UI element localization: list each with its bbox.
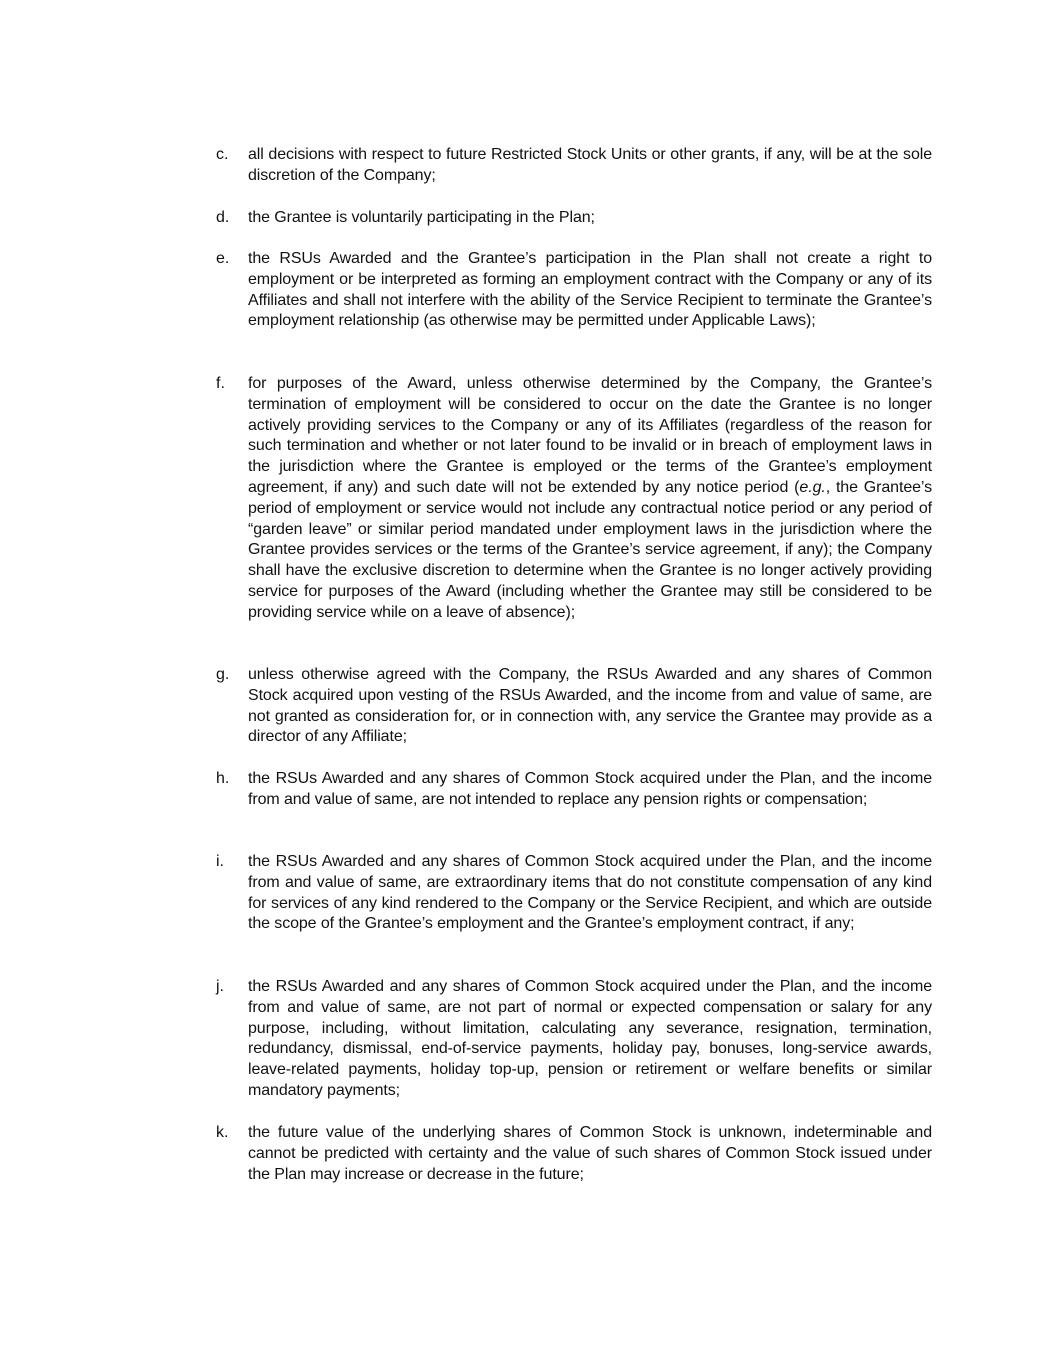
list-item-f [216, 374, 932, 624]
list-marker: h. [216, 770, 230, 787]
list-marker: f. [216, 375, 225, 392]
list-item-text: unless otherwise agreed with the Company, the RSUs Awarded and any shares of Common Stock acquired upon vesting of the RSUs Awarded, and the income from and value of same, are not granted as consideration for, or in connection with, any service the Grantee may provide as a director of any Affiliate; [248, 666, 932, 746]
list-item-c [216, 145, 932, 187]
list-marker: j. [216, 978, 224, 995]
list-marker: d. [216, 209, 230, 226]
list-marker: e. [216, 250, 230, 267]
list-marker: k. [216, 1124, 229, 1141]
list-item-text [248, 374, 932, 624]
italic-abbreviation: e.g. [799, 478, 826, 496]
list-marker: i. [216, 853, 224, 870]
list-item-text: the RSUs Awarded and any shares of Common Stock acquired under the Plan, and the income from and value of same, are extraordinary items that do not constitute compensation of any kind for services of any kind rendered to the Company or the Service Recipient, and which are outside the scope of the Grantee’s employment and the Grantee’s employment contract, if any; [248, 853, 932, 933]
list-item-text: the RSUs Awarded and the Grantee’s participation in the Plan shall not create a right to employment or be interpreted as forming an employment contract with the Company or any of its Affiliates and shall not interfere with the ability of the Service Recipient to terminate the Grantee’s employment relationship (as otherwise may be permitted under Applicable Laws); [248, 250, 932, 330]
list-item-j [216, 977, 932, 1102]
list-item-g [216, 665, 932, 748]
list-item-k [216, 1123, 932, 1185]
list-item-h [216, 769, 932, 811]
list-item-i [216, 852, 932, 935]
list-item-text: the RSUs Awarded and any shares of Common Stock acquired under the Plan, and the income from and value of same, are not part of normal or expected compensation or salary for any purpose, including, without limitation, calculating any severance, resignation, termination, redundancy, dismissal, end-of-service payments, holiday pay, bonuses, long-service awards, leave-related payments, holiday top-up, pension or retirement or welfare benefits or similar mandatory payments; [248, 978, 932, 1099]
list-item-text: the RSUs Awarded and any shares of Common Stock acquired under the Plan, and the income from and value of same, are not intended to replace any pension rights or compensation; [248, 770, 932, 808]
list-item-text: all decisions with respect to future Restricted Stock Units or other grants, if any, will be at the sole discretion of the Company; [248, 146, 932, 184]
list-item-e [216, 249, 932, 332]
list-item-text: the future value of the underlying shares of Common Stock is unknown, indeterminable and cannot be predicted with certainty and the value of such shares of Common Stock issued under the Plan may increase or decrease in the future; [248, 1124, 932, 1183]
text-segment: for purposes of the Award, unless otherwise determined by the Company, the Grantee’s termination of employment will be considered to occur on the date the Grantee is no longer actively providing services to the Company or any of its Affiliates (regardless of the reason for such termination and whether or not later found to be invalid or in breach of employment laws in the jurisdiction where the Grantee is employed or the terms of the Grantee’s employment agreement, if any) and such date will not be extended by any notice period ( [248, 375, 932, 496]
list-item-text: the Grantee is voluntarily participating in the Plan; [248, 209, 595, 226]
list-marker: c. [216, 146, 229, 163]
text-segment: , the Grantee’s period of employment or service would not include any contractual notice period or any period of “garden leave” or similar period mandated under employment laws in the jurisdiction where the Grantee provides services or the terms of the Grantee’s service agreement, if any); the Company shall have the exclusive discretion to determine when the Grantee is no longer actively providing service for purposes of the Award (including whether the Grantee may still be considered to be providing service while on a leave of absence); [248, 478, 932, 621]
list-item-d [216, 208, 932, 229]
list-marker: g. [216, 666, 230, 683]
